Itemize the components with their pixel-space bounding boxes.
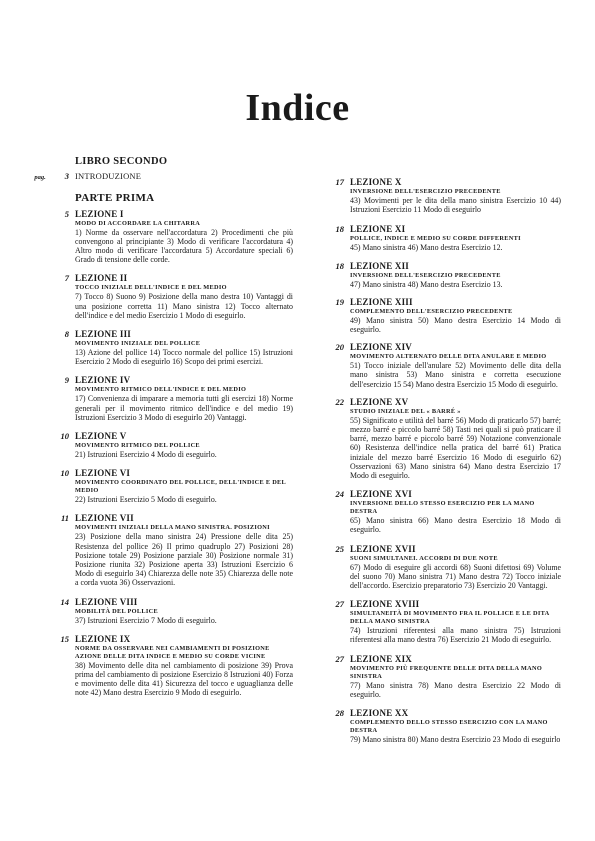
lesson-items: 7) Tocco 8) Suono 9) Posizione della mano destra 10) Vantaggi di una posizione corretta 11) Mano sinistra 12) Tocco alternato dell'indice e del medio Esercizio 1 Modo di eseguirlo. bbox=[75, 292, 293, 320]
lesson-items: 17) Convenienza di imparare a memoria tutti gli esercizi 18) Norme generali per il movimento ritmico dell'indice e del medio 19) Istruzioni Esercizio 3 Modo di eseguirlo 20) Vantaggi. bbox=[75, 394, 293, 422]
index-entry bbox=[322, 544, 561, 591]
page-number: 15 bbox=[60, 633, 69, 644]
lesson-title: LEZIONE IX bbox=[75, 633, 131, 644]
lesson-items: 55) Significato e utilità del barré 56) Modo di praticarlo 57) barré; mezzo barré e piccolo barré 58) Tasti nei quali si può praticare il barré, mezzo barré e piccolo barré 59) Notazione convenzionale 60) Resistenza dell'indice nella pratica del barré 61) Pratica iniziale del mezzo barré Esercizio 16 Modo di eseguirlo 62) Osservazioni 63) Mano sinistra 64) Mano destra Esercizio 17 Modo di eseguirlo. bbox=[350, 415, 561, 481]
index-entry bbox=[322, 654, 561, 699]
lesson-subtitle: MOVIMENTI INIZIALI DELLA MANO SINISTRA. POSIZIONI bbox=[75, 524, 270, 532]
index-entry bbox=[322, 297, 561, 334]
lesson-subtitle: MOVIMENTO ALTERNATO DELLE DITA ANULARE E MEDIO bbox=[350, 353, 547, 361]
lesson-subtitle: COMPLEMENTO DELLO STESSO ESERCIZIO CON LA MANO DESTRA bbox=[350, 719, 548, 735]
lesson-items: 77) Mano sinistra 78) Mano destra Esercizio 22 Modo di eseguirlo. bbox=[350, 680, 561, 699]
page-number: 18 bbox=[335, 224, 344, 235]
intro-page: 3 bbox=[64, 171, 69, 181]
index-entry bbox=[47, 273, 293, 320]
lesson-subtitle: MOVIMENTO RITMICO DELL'INDICE E DEL MEDIO bbox=[75, 386, 247, 394]
lesson-title: LEZIONE XII bbox=[350, 260, 409, 271]
lesson-title: LEZIONE XI bbox=[350, 224, 406, 235]
index-entry bbox=[47, 634, 293, 698]
page-number: 27 bbox=[335, 653, 344, 664]
lesson-subtitle: MOBILITÀ DEL POLLICE bbox=[75, 607, 158, 615]
lesson-items: 22) Istruzioni Esercizio 5 Modo di eseguirlo. bbox=[75, 495, 217, 505]
lesson-items: 38) Movimento delle dita nel cambiamento di posizione 39) Prova prima del cambiamento di posizione Esercizio 8 Istruzioni 40) Forza e movimento delle dita 41) Sicurezza del tocco e uguaglianza delle note 42) Mano destra Esercizio 9 Modo di eseguirlo. bbox=[75, 660, 293, 698]
index-entry bbox=[47, 209, 293, 265]
lesson-subtitle: COMPLEMENTO DELL'ESERCIZIO PRECEDENTE bbox=[350, 307, 513, 315]
lesson-subtitle: STUDIO INIZIALE DEL « BARRÉ » bbox=[350, 407, 461, 415]
lesson-items: 45) Mano sinistra 46) Mano destra Esercizio 12. bbox=[350, 243, 503, 253]
lesson-items: 21) Istruzioni Esercizio 4 Modo di eseguirlo. bbox=[75, 450, 217, 460]
lesson-items: 49) Mano sinistra 50) Mano destra Esercizio 14 Modo di eseguirlo. bbox=[350, 315, 561, 335]
lesson-subtitle: INVERSIONE DELLO STESSO ESERCIZIO PER LA MANO DESTRA bbox=[350, 500, 535, 516]
book-heading: LIBRO SECONDO bbox=[75, 156, 168, 167]
intro-title: INTRODUZIONE bbox=[75, 171, 142, 181]
left-column bbox=[34, 156, 293, 698]
lesson-subtitle: MOVIMENTO RITMICO DEL POLLICE bbox=[75, 442, 200, 450]
page-number: 19 bbox=[335, 296, 344, 307]
part-heading: PARTE PRIMA bbox=[75, 191, 155, 204]
index-entry bbox=[322, 342, 561, 389]
lesson-subtitle: INVERSIONE DELL'ESERCIZIO PRECEDENTE bbox=[350, 188, 501, 195]
lesson-title: LEZIONE VIII bbox=[75, 596, 138, 607]
page-number: 8 bbox=[64, 329, 69, 340]
page-number: 14 bbox=[60, 596, 69, 607]
lesson-title: LEZIONE XIII bbox=[350, 296, 413, 307]
lesson-subtitle: MOVIMENTO INIZIALE DEL POLLICE bbox=[75, 340, 201, 348]
index-entry bbox=[322, 224, 561, 252]
index-entry bbox=[47, 597, 293, 625]
lesson-title: LEZIONE X bbox=[350, 177, 402, 187]
lesson-items: 47) Mano sinistra 48) Mano destra Esercizio 13. bbox=[350, 279, 503, 289]
right-column bbox=[322, 177, 561, 744]
lesson-subtitle: TOCCO INIZIALE DELL'INDICE E DEL MEDIO bbox=[75, 284, 227, 292]
page-number: 28 bbox=[335, 708, 344, 719]
lesson-title: LEZIONE XX bbox=[350, 708, 409, 719]
index-entry bbox=[47, 468, 293, 504]
index-entry bbox=[322, 708, 561, 744]
index-entry bbox=[47, 513, 293, 587]
lesson-items: 13) Azione del pollice 14) Tocco normale del pollice 15) Istruzioni Esercizio 2 Modo di eseguirlo 16) Scopo dei primi esercizi. bbox=[75, 348, 293, 367]
intro-entry bbox=[34, 171, 293, 183]
page-number: 27 bbox=[335, 599, 344, 610]
index-entry bbox=[322, 397, 561, 480]
page-number: 17 bbox=[335, 177, 344, 187]
lesson-title: LEZIONE V bbox=[75, 431, 127, 442]
page-number: 20 bbox=[335, 342, 344, 353]
lesson-subtitle: MOVIMENTO COORDINATO DEL POLLICE, DELL'INDICE E DEL MEDIO bbox=[75, 479, 286, 495]
lesson-subtitle: INVERSIONE DELL'ESERCIZIO PRECEDENTE bbox=[350, 271, 501, 279]
page-number: 10 bbox=[60, 468, 69, 479]
lesson-items: 74) Istruzioni riferentesi alla mano sinistra 75) Istruzioni riferentesi alla mano destra 76) Esercizio 21 Modo di eseguirlo. bbox=[350, 626, 561, 645]
lesson-title: LEZIONE XVI bbox=[350, 489, 412, 500]
index-entry bbox=[322, 489, 561, 534]
page-number: 7 bbox=[64, 273, 69, 284]
lesson-title: LEZIONE IV bbox=[75, 375, 131, 386]
lesson-subtitle: MODO DI ACCORDARE LA CHITARRA bbox=[75, 219, 201, 227]
lesson-subtitle: MOVIMENTO PIÙ FREQUENTE DELLE DITA DELLA MANO SINISTRA bbox=[350, 664, 543, 680]
lesson-items: 67) Modo di eseguire gli accordi 68) Suoni difettosi 69) Volume del suono 70) Mano sinistra 71) Mano destra 72) Tocco iniziale dell'accordo. Esercizio preparatorio 73) Esercizio 20 Vantaggi. bbox=[350, 562, 561, 591]
lesson-title: LEZIONE II bbox=[75, 273, 128, 284]
lesson-items: 79) Mano sinistra 80) Mano destra Esercizio 23 Modo di eseguirlo bbox=[350, 735, 561, 745]
lesson-subtitle: NORME DA OSSERVARE NEI CAMBIAMENTI DI POSIZIONE AZIONE DELLE DITA INDICE E MEDIO SU CORDE VICINE bbox=[75, 644, 270, 660]
lesson-title: LEZIONE XV bbox=[350, 396, 409, 407]
lesson-title: LEZIONE XVII bbox=[350, 543, 416, 554]
index-entry bbox=[322, 261, 561, 289]
page-title: Indice bbox=[245, 87, 350, 129]
index-entry bbox=[47, 375, 293, 422]
left-entries bbox=[47, 209, 293, 698]
page-number: 5 bbox=[64, 208, 69, 219]
lesson-title: LEZIONE XVIII bbox=[350, 599, 420, 610]
page-number: 11 bbox=[60, 513, 69, 524]
index-entry bbox=[47, 431, 293, 459]
page-number bbox=[34, 171, 69, 183]
page-number: 18 bbox=[335, 260, 344, 271]
page-number: 25 bbox=[335, 543, 344, 554]
lesson-title: LEZIONE XIV bbox=[350, 342, 412, 353]
lesson-title: LEZIONE VII bbox=[75, 513, 134, 524]
index-entry bbox=[47, 329, 293, 366]
lesson-items: 1) Norme da osservare nell'accordatura 2) Procedimenti che più convengono al principiante 3) Modo di verificare l'accordatura 4) Altro modo di verificare l'accordatura 5) Accordature speciali 6) Grado di tensione delle corde. bbox=[75, 227, 293, 265]
lesson-subtitle: SUONI SIMULTANEI. ACCORDI DI DUE NOTE bbox=[350, 554, 498, 562]
page-number: 10 bbox=[60, 431, 69, 442]
lesson-items: 37) Istruzioni Esercizio 7 Modo di eseguirlo. bbox=[75, 615, 217, 625]
page-number: 9 bbox=[64, 375, 69, 386]
index-entry bbox=[322, 599, 561, 644]
lesson-title: LEZIONE VI bbox=[75, 468, 131, 479]
lesson-title: LEZIONE XIX bbox=[350, 653, 412, 664]
lesson-items: 51) Tocco iniziale dell'anulare 52) Movimento delle dita della mano sinistra 53) Mano sinistra e corretta esecuzione dell'esercizio 15 54) Mano destra Esercizio 15 Modo di eseguirlo. bbox=[350, 361, 561, 389]
pag-label: pag. bbox=[34, 174, 46, 181]
lesson-items: 23) Posizione della mano sinistra 24) Pressione delle dita 25) Resistenza del pollice 26) Il primo quadruplo 27) Posizioni 28) Posizione totale 29) Posizione parziale 30) Posizione normale 31) Posizione riunita 32) Posizione aperta 33) Istruzioni Esercizio 6 Modo di eseguirlo 34) Chiarezza delle note 35) Chiarezza delle note a corda vuota 36) Osservazioni. bbox=[75, 532, 293, 588]
page-number: 24 bbox=[335, 489, 344, 500]
page-number: 22 bbox=[335, 396, 344, 407]
lesson-title: LEZIONE III bbox=[75, 329, 131, 340]
lesson-items: 43) Movimenti per le dita della mano sinistra Esercizio 10 44) Istruzioni Esercizio 11 Modo di eseguirlo bbox=[350, 196, 561, 215]
lesson-subtitle: POLLICE, INDICE E MEDIO SU CORDE DIFFERENTI bbox=[350, 235, 521, 243]
lesson-items: 65) Mano sinistra 66) Mano destra Esercizio 18 Modo di eseguirlo. bbox=[350, 516, 561, 535]
lesson-subtitle: SIMULTANEITÀ DI MOVIMENTO FRA IL POLLICE E LE DITA DELLA MANO SINISTRA bbox=[350, 610, 550, 626]
index-entry bbox=[322, 177, 561, 214]
lesson-title: LEZIONE I bbox=[75, 208, 124, 219]
right-entries bbox=[322, 177, 561, 744]
